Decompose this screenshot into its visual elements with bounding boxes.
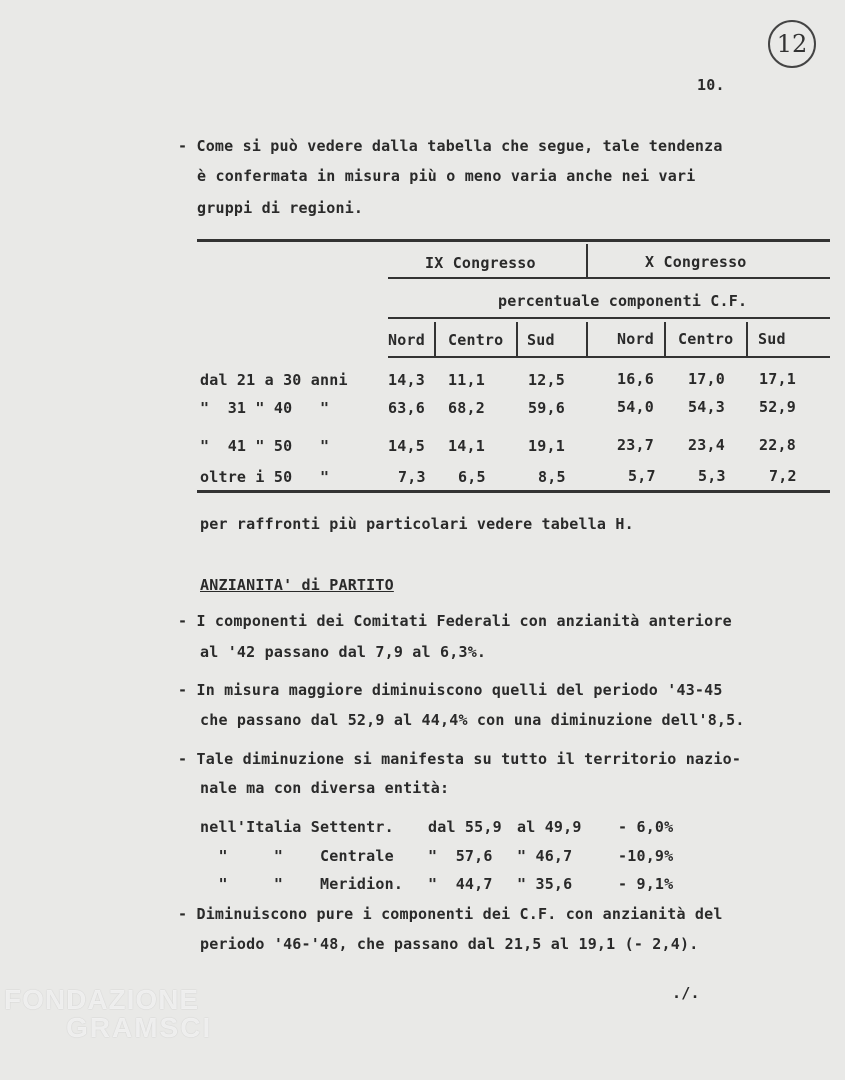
cell: 17,1 (759, 370, 796, 388)
region-from: " 44,7 (428, 875, 493, 893)
col-separator-5 (746, 322, 748, 356)
cell: 16,6 (617, 370, 654, 388)
cell: 11,1 (448, 371, 485, 389)
fondazione-gramsci-watermark (4, 986, 212, 1042)
cell: 17,0 (688, 370, 725, 388)
region-from: dal 55,9 (428, 818, 502, 836)
col-header-sud-ix: Sud (527, 331, 555, 349)
cell: 14,1 (448, 437, 485, 455)
row-label-over-50: oltre i 50 " (200, 468, 330, 486)
cell: 8,5 (538, 468, 566, 486)
page-number: 10. (697, 76, 725, 94)
cell: 54,3 (688, 398, 725, 416)
para3-line2: nale ma con diversa entità: (200, 779, 450, 797)
para2-line1: - In misura maggiore diminuiscono quelli del periodo '43-45 (178, 681, 723, 699)
page-stamp: 12 (768, 20, 816, 68)
region-diff: - 6,0% (618, 818, 674, 836)
table-header-rule (388, 356, 830, 358)
region-to: " 35,6 (517, 875, 573, 893)
cell: 52,9 (759, 398, 796, 416)
cell: 6,5 (458, 468, 486, 486)
col-header-sud-x: Sud (758, 330, 786, 348)
region-from: " 57,6 (428, 847, 493, 865)
cell: 14,5 (388, 437, 425, 455)
cell: 23,7 (617, 436, 654, 454)
para4-line1: - Diminuiscono pure i componenti dei C.F. con anzianità del (178, 905, 723, 923)
region-label-south: " " Meridion. (200, 875, 404, 893)
cell: 5,3 (698, 467, 726, 485)
cell: 7,3 (398, 468, 426, 486)
region-to: al 49,9 (517, 818, 582, 836)
para3-line1: - Tale diminuzione si manifesta su tutto il territorio nazio- (178, 750, 742, 768)
row-label-41-50: " 41 " 50 " (200, 437, 330, 455)
cell: 5,7 (628, 467, 656, 485)
col-header-nord-x: Nord (617, 330, 654, 348)
table-top-rule (197, 239, 830, 242)
cell: 14,3 (388, 371, 425, 389)
header-x-congresso: X Congresso (645, 253, 747, 271)
table-subtitle: percentuale componenti C.F. (498, 292, 748, 310)
row-label-31-40: " 31 " 40 " (200, 399, 330, 417)
cell: 22,8 (759, 436, 796, 454)
col-header-nord-ix: Nord (388, 331, 425, 349)
region-diff: - 9,1% (618, 875, 674, 893)
watermark-line-2: GRAMSCI (66, 1012, 213, 1043)
region-to: " 46,7 (517, 847, 573, 865)
para2-line2: che passano dal 52,9 al 44,4% con una diminuzione dell'8,5. (200, 711, 745, 729)
cell: 59,6 (528, 399, 565, 417)
group-separator (586, 244, 588, 278)
header-ix-congresso: IX Congresso (425, 254, 536, 272)
intro-line-3: gruppi di regioni. (197, 199, 364, 217)
region-label-north: nell'Italia Settentr. (200, 818, 394, 836)
continuation-mark: ./. (672, 984, 700, 1002)
cell: 68,2 (448, 399, 485, 417)
col-header-centro-x: Centro (678, 330, 734, 348)
section-title: ANZIANITA' di PARTITO (200, 576, 394, 594)
para1-line2: al '42 passano dal 7,9 al 6,3%. (200, 643, 487, 661)
col-separator-1 (434, 322, 436, 356)
col-header-centro-ix: Centro (448, 331, 504, 349)
cell: 54,0 (617, 398, 654, 416)
col-separator-2 (516, 322, 518, 356)
table-bottom-rule (197, 490, 830, 493)
table-note: per raffronti più particolari vedere tabella H. (200, 515, 634, 533)
cell: 23,4 (688, 436, 725, 454)
para1-line1: - I componenti dei Comitati Federali con anzianità anteriore (178, 612, 732, 630)
col-separator-4 (664, 322, 666, 356)
region-diff: -10,9% (618, 847, 674, 865)
intro-line-1: - Come si può vedere dalla tabella che segue, tale tendenza (178, 137, 723, 155)
table-group-rule (388, 277, 830, 279)
cell: 63,6 (388, 399, 425, 417)
table-subtitle-rule (388, 317, 830, 319)
watermark-line-1: FONDAZIONE (4, 984, 200, 1015)
col-separator-3 (586, 322, 588, 356)
region-label-center: " " Centrale (200, 847, 394, 865)
cell: 19,1 (528, 437, 565, 455)
row-label-21-30: dal 21 a 30 anni (200, 371, 348, 389)
cell: 12,5 (528, 371, 565, 389)
para4-line2: periodo '46-'48, che passano dal 21,5 al 19,1 (- 2,4). (200, 935, 699, 953)
cell: 7,2 (769, 467, 797, 485)
intro-line-2: è confermata in misura più o meno varia anche nei vari (197, 167, 696, 185)
